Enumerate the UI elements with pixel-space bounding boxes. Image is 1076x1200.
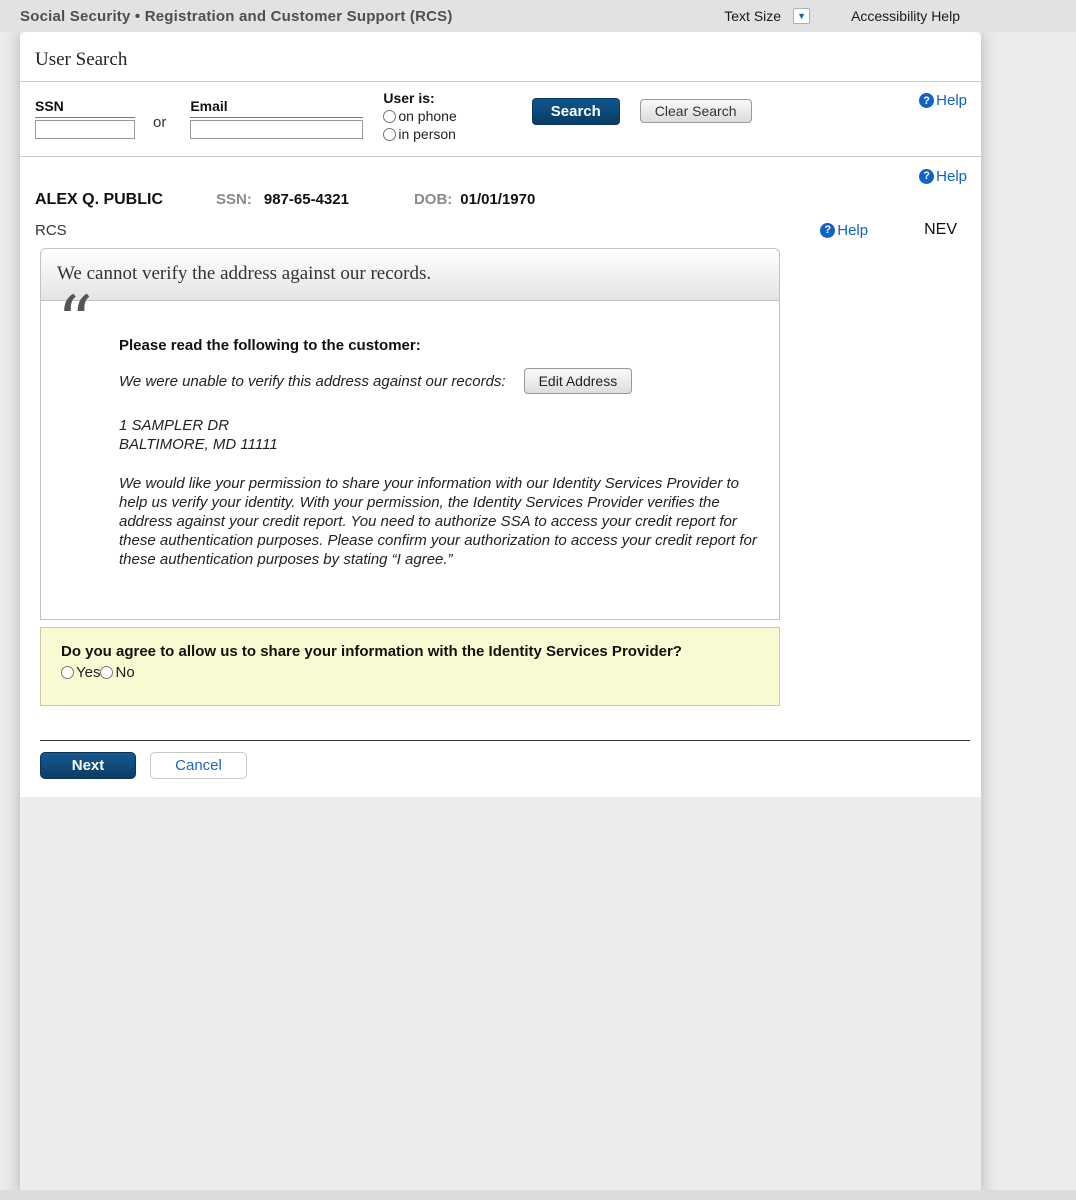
help-icon: ? — [919, 169, 934, 184]
ssn-input[interactable] — [35, 120, 135, 139]
help-icon: ? — [820, 223, 835, 238]
content-panel — [20, 32, 981, 797]
agreement-question-panel — [40, 627, 780, 706]
agree-no-label: No — [115, 664, 135, 681]
user-is-label: User is: — [383, 90, 435, 106]
chevron-down-icon: ▼ — [797, 10, 807, 21]
page-column — [20, 32, 981, 1200]
rcs-help-label: Help — [837, 221, 869, 239]
actions-row — [40, 752, 981, 797]
person-ssn-value: 987-65-4321 — [263, 191, 349, 208]
topbar-utilities — [724, 8, 960, 24]
card-title: We cannot verify the address against our records. — [57, 263, 432, 284]
person-info-row — [20, 191, 981, 209]
email-field-group — [190, 98, 363, 139]
script-paragraph: We would like your permission to share your information with our Identity Services Provider to help us verify your identity. With your permission, the Identity Services Provider verifies the address against your credit report. You need to authorize SSA to access your credit report for these authentication purposes. Please confirm your authorization to access your credit report for these authentication purposes by stating “I agree.” — [119, 475, 757, 568]
results-help-row — [20, 157, 981, 187]
search-help-link[interactable] — [919, 92, 967, 109]
rcs-row — [20, 219, 981, 241]
ssn-label: SSN — [35, 98, 135, 118]
in-person-radio[interactable] — [383, 128, 396, 141]
edit-address-button[interactable]: Edit Address — [524, 368, 633, 394]
script-intro: We were unable to verify this address against our records: — [119, 372, 506, 390]
user-is-group — [383, 90, 456, 142]
radio-row-on-phone — [383, 108, 456, 124]
accessibility-help-link[interactable]: Accessibility Help — [851, 8, 960, 24]
search-button[interactable]: Search — [532, 98, 620, 125]
agree-no-radio[interactable] — [100, 666, 113, 679]
top-bar — [0, 0, 1076, 32]
on-phone-label: on phone — [398, 108, 457, 124]
text-size-label: Text Size — [724, 8, 782, 24]
cancel-button[interactable]: Cancel — [150, 752, 247, 779]
text-size-dropdown[interactable] — [793, 8, 810, 24]
next-button[interactable]: Next — [40, 752, 136, 779]
person-name: ALEX Q. PUBLIC — [35, 191, 164, 208]
bottom-strip — [0, 1190, 1076, 1200]
clear-search-button[interactable]: Clear Search — [640, 99, 752, 123]
agree-yes-label: Yes — [76, 664, 101, 681]
or-label: or — [153, 114, 167, 131]
person-dob-value: 01/01/1970 — [460, 191, 536, 208]
search-help-label: Help — [936, 92, 967, 109]
card-body — [40, 281, 780, 620]
card-header — [40, 248, 780, 301]
app-title: Social Security • Registration and Customer Support (RCS) — [20, 7, 453, 25]
quote-icon: “ — [57, 281, 93, 363]
email-input[interactable] — [190, 120, 363, 139]
help-icon: ? — [919, 93, 934, 108]
email-label: Email — [190, 98, 363, 118]
rcs-help-link[interactable] — [820, 222, 868, 239]
script-instruction: Please read the following to the customer: — [119, 337, 421, 354]
radio-row-in-person — [383, 126, 456, 142]
nev-label: NEV — [924, 221, 957, 238]
results-help-link[interactable] — [919, 165, 967, 187]
agree-yes-radio[interactable] — [61, 666, 74, 679]
person-ssn-label: SSN: — [216, 191, 252, 208]
results-help-label: Help — [936, 167, 967, 185]
person-dob-label: DOB: — [413, 191, 453, 208]
address-block — [119, 416, 759, 454]
user-search-header — [20, 32, 981, 82]
search-section — [20, 82, 981, 157]
agreement-answers — [61, 664, 759, 681]
address-line-1: 1 SAMPLER DR — [119, 417, 230, 434]
rcs-label: RCS — [35, 221, 67, 239]
agreement-question: Do you agree to allow us to share your information with the Identity Services Provider? — [61, 643, 682, 660]
address-line-2: BALTIMORE, MD 11111 — [119, 436, 278, 453]
user-search-title: User Search — [35, 49, 128, 70]
in-person-label: in person — [398, 126, 456, 142]
ssn-field-group — [35, 98, 135, 139]
actions-divider — [40, 740, 970, 741]
script-intro-row — [119, 368, 759, 394]
on-phone-radio[interactable] — [383, 110, 396, 123]
address-verification-card — [40, 248, 780, 620]
